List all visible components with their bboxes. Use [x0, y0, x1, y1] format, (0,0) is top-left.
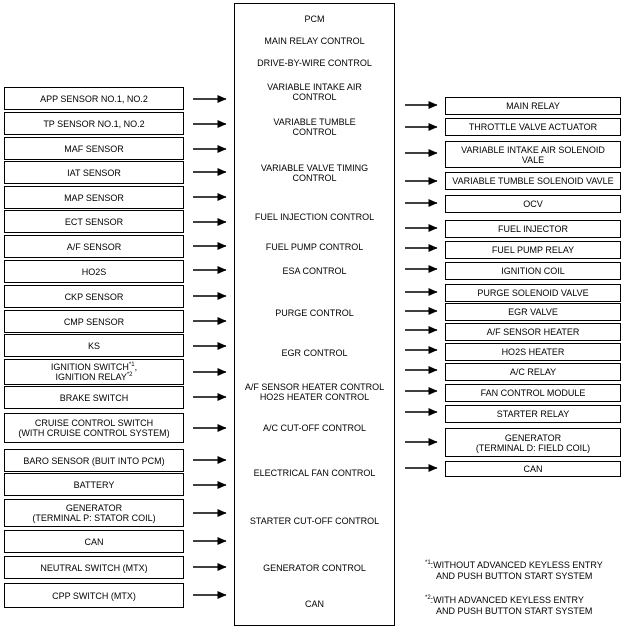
footnote-2 — [425, 595, 592, 617]
output-box-8 — [445, 262, 621, 280]
input-box-6 — [4, 210, 184, 233]
pcm-function-5: VARIABLE VALVE TIMING CONTROL — [260, 163, 369, 183]
input-label: CPP SWITCH (MTX) — [52, 590, 136, 601]
separator: , — [134, 362, 138, 372]
input-label: KS — [87, 340, 100, 351]
output-box-5 — [445, 195, 621, 213]
input-box-19 — [4, 556, 184, 579]
output-label: FUEL PUMP RELAY — [491, 245, 575, 255]
pcm-function-1: MAIN RELAY CONTROL — [264, 36, 365, 46]
output-label: FUEL INJECTOR — [497, 224, 568, 234]
input-box-11 — [4, 334, 184, 357]
pcm-function-12: A/C CUT-OFF CONTROL — [263, 423, 366, 433]
input-label: BRAKE SWITCH — [59, 392, 129, 403]
output-box-13 — [445, 363, 621, 381]
input-box-13 — [4, 386, 184, 409]
input-label: BARO SENSOR (BUIT INTO PCM) — [23, 455, 165, 466]
input-ignition-box — [4, 359, 184, 385]
footnote-1-line1: :WITHOUT ADVANCED KEYLESS ENTRY — [430, 560, 603, 570]
input-label: ECT SENSOR — [64, 216, 124, 227]
marker-2: *2 — [126, 372, 133, 378]
output-label: PURGE SOLENOID VALVE — [477, 288, 589, 298]
output-box-1 — [445, 97, 621, 115]
input-box-9 — [4, 285, 184, 308]
input-label: GENERATOR (TERMINAL P: STATOR COIL) — [32, 503, 156, 523]
input-label: BATTERY — [73, 479, 115, 490]
input-label: CKP SENSOR — [64, 291, 124, 302]
output-label: GENERATOR (TERMINAL D: FIELD COIL) — [475, 432, 591, 453]
output-box-7 — [445, 241, 621, 259]
footnote-2-line1: :WITH ADVANCED KEYLESS ENTRY — [430, 595, 584, 605]
output-label: THROTTLE VALVE ACTUATOR — [468, 122, 598, 132]
pcm-function-7: FUEL PUMP CONTROL — [265, 242, 364, 252]
pcm-function-8: ESA CONTROL — [282, 266, 347, 276]
pcm-function-10: EGR CONTROL — [281, 348, 348, 358]
footnote-1 — [425, 560, 603, 582]
output-box-12 — [445, 343, 621, 361]
input-box-14 — [4, 413, 184, 443]
output-box-11 — [445, 323, 621, 341]
input-box-1 — [4, 87, 184, 110]
pcm-function-9: PURGE CONTROL — [275, 308, 354, 318]
output-box-2 — [445, 118, 621, 136]
input-label: HO2S — [81, 266, 107, 277]
pcm-function-16: CAN — [304, 599, 324, 609]
input-box-18 — [4, 530, 184, 553]
pcm-function-11: A/F SENSOR HEATER CONTROL HO2S HEATER CONTROL — [244, 382, 385, 402]
input-label: APP SENSOR NO.1, NO.2 — [40, 93, 148, 104]
output-box-6 — [445, 220, 621, 238]
output-box-14 — [445, 384, 621, 402]
output-label: EGR VALVE — [508, 307, 558, 317]
output-box-10 — [445, 303, 621, 321]
output-label: MAIN RELAY — [506, 101, 560, 111]
output-box-17 — [445, 461, 621, 477]
output-box-3 — [445, 141, 621, 168]
pcm-function-6: FUEL INJECTION CONTROL — [254, 212, 375, 222]
input-box-4 — [4, 161, 184, 184]
input-label: CRUISE CONTROL SWITCH (WITH CRUISE CONTROL SYSTEM) — [18, 418, 170, 438]
input-box-8 — [4, 260, 184, 283]
output-label: FAN CONTROL MODULE — [480, 388, 586, 398]
footnote-2-line2: AND PUSH BUTTON START SYSTEM — [436, 606, 593, 616]
input-label: NEUTRAL SWITCH (MTX) — [40, 562, 148, 573]
input-box-15 — [4, 449, 184, 472]
input-box-16 — [4, 473, 184, 496]
output-label: STARTER RELAY — [496, 409, 570, 419]
pcm-title: PCM — [304, 14, 325, 24]
input-label: A/F SENSOR — [66, 241, 122, 252]
footnote-2-marker: *2 — [425, 595, 431, 601]
output-label: IGNITION COIL — [501, 266, 565, 276]
output-box-16 — [445, 428, 621, 457]
output-label: OCV — [523, 199, 543, 209]
pcm-function-14: STARTER CUT-OFF CONTROL — [249, 516, 380, 526]
output-label: HO2S HEATER — [501, 347, 565, 357]
output-label: A/C RELAY — [509, 367, 557, 377]
output-label: A/F SENSOR HEATER — [486, 327, 580, 337]
footnote-1-marker: *1 — [425, 560, 431, 566]
input-label: IAT SENSOR — [67, 167, 121, 178]
input-box-2 — [4, 112, 184, 135]
output-box-9 — [445, 284, 621, 302]
input-box-7 — [4, 235, 184, 258]
marker-1: *1 — [128, 362, 135, 368]
footnote-1-line2: AND PUSH BUTTON START SYSTEM — [436, 571, 593, 581]
input-label: IGNITION SWITCH — [50, 362, 129, 372]
input-label: CMP SENSOR — [63, 316, 125, 327]
input-box-20 — [4, 583, 184, 608]
input-box-17 — [4, 499, 184, 527]
input-label: TP SENSOR NO.1, NO.2 — [43, 118, 145, 129]
output-label: CAN — [523, 464, 543, 474]
pcm-function-3: VARIABLE INTAKE AIR CONTROL — [267, 82, 362, 102]
input-box-3 — [4, 137, 184, 160]
output-box-4 — [445, 172, 621, 190]
input-box-10 — [4, 310, 184, 333]
pcm-function-15: GENERATOR CONTROL — [263, 563, 366, 573]
pcm-function-13: ELECTRICAL FAN CONTROL — [253, 468, 376, 478]
input-label: IGNITION RELAY — [55, 372, 127, 382]
input-label: MAF SENSOR — [64, 143, 124, 154]
pcm-function-2: DRIVE-BY-WIRE CONTROL — [257, 58, 372, 68]
input-box-5 — [4, 186, 184, 209]
pcm-function-4: VARIABLE TUMBLE CONTROL — [273, 117, 356, 137]
output-label: VARIABLE INTAKE AIR SOLENOID VALE — [461, 144, 605, 165]
output-box-15 — [445, 405, 621, 423]
input-label: MAP SENSOR — [64, 192, 124, 203]
input-label: CAN — [84, 536, 104, 547]
output-label: VARIABLE TUMBLE SOLENOID VAVLE — [452, 176, 614, 186]
